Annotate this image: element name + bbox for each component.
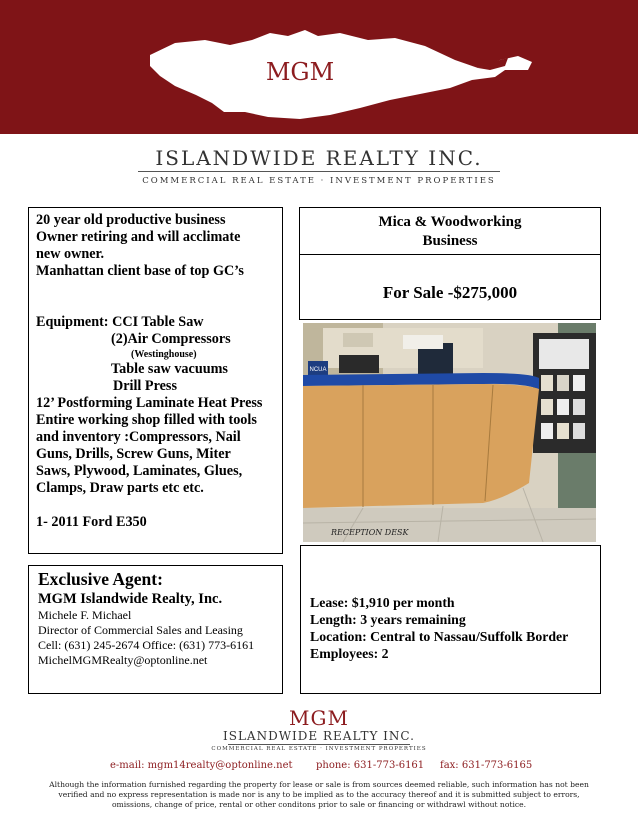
desc-line: Saws, Plywood, Laminates, Glues, <box>36 463 243 479</box>
footer-company-name: ISLANDWIDE REALTY INC. <box>223 729 415 743</box>
equipment-line: Drill Press <box>113 378 177 394</box>
footer-email[interactable]: e-mail: mgm14realty@optonline.net <box>110 760 293 771</box>
disclaimer: Although the information furnished regarding the property for lease or sale is from sources deemed reliable, such information has not been verified and no express representation is made nor is any to be implied as to the accuracy thereof and it is submitted subject to errors, omissions, change of price, rental or other conditons prior to sale or financing or withdrawl without notice. <box>49 780 589 809</box>
employee-count: Employees: 2 <box>310 646 389 661</box>
agent-email[interactable]: MichelMGMRealty@optonline.net <box>38 653 208 667</box>
footer-tagline: COMMERCIAL REAL ESTATE · INVESTMENT PROPERTIES <box>211 746 427 752</box>
agent-phones: Cell: (631) 245-2674 Office: (631) 773-6161 <box>38 638 255 652</box>
header-rule <box>138 171 500 172</box>
equipment-line: Table saw vacuums <box>111 361 228 377</box>
desc-line: Guns, Drills, Screw Guns, Miter <box>36 446 231 462</box>
agent-company: MGM Islandwide Realty, Inc. <box>38 591 223 607</box>
price-box <box>299 254 601 320</box>
lease-info-box <box>300 545 601 694</box>
logo-text: MGM <box>265 58 335 86</box>
desc-line: Entire working shop filled with tools <box>36 412 257 428</box>
desc-line: Manhattan client base of top GC’s <box>36 263 244 279</box>
equipment-line: (2)Air Compressors <box>111 331 231 347</box>
desc-line: new owner. <box>36 246 105 262</box>
business-description-box <box>28 207 283 554</box>
sale-price: For Sale -$275,000 <box>382 283 518 302</box>
header-banner <box>0 0 638 134</box>
agent-name: Michele F. Michael <box>38 608 132 622</box>
desc-line: and inventory :Compressors, Nail <box>36 429 241 445</box>
photo-caption: RECEPTION DESK <box>331 528 409 537</box>
ncua-sign: NCUA <box>309 367 327 373</box>
listing-title-box <box>299 207 601 255</box>
agent-heading: Exclusive Agent: <box>38 569 163 589</box>
lease-length: Length: 3 years remaining <box>310 612 466 627</box>
lease-amount: Lease: $1,910 per month <box>310 595 455 610</box>
footer-fax: fax: 631-773-6165 <box>440 760 533 771</box>
vehicle-line: 1- 2011 Ford E350 <box>36 514 147 530</box>
company-tagline: COMMERCIAL REAL ESTATE · INVESTMENT PROPERTIES <box>142 176 496 186</box>
footer-phone: phone: 631-773-6161 <box>316 760 425 771</box>
equipment-line: Equipment: CCI Table Saw <box>36 314 204 330</box>
reception-desk-photo <box>303 323 596 542</box>
business-location: Location: Central to Nassau/Suffolk Border <box>310 629 569 644</box>
listing-title-line2: Business <box>422 233 478 249</box>
spacer <box>36 497 275 514</box>
company-name: ISLANDWIDE REALTY INC. <box>155 146 483 170</box>
footer-logo: MGM <box>289 706 349 730</box>
listing-title-line1: Mica & Woodworking <box>378 214 522 230</box>
desc-line: 20 year old productive business <box>36 212 226 228</box>
spacer <box>36 280 275 314</box>
equipment-line: (Westinghouse) <box>131 349 197 360</box>
desc-line: 12’ Postforming Laminate Heat Press <box>36 395 263 411</box>
agent-box <box>28 565 283 694</box>
footer-rule <box>228 744 410 745</box>
desc-line: Owner retiring and will acclimate <box>36 229 241 245</box>
long-island-logo <box>0 0 638 134</box>
desc-line: Clamps, Draw parts etc etc. <box>36 480 204 496</box>
agent-title: Director of Commercial Sales and Leasing <box>38 623 243 637</box>
